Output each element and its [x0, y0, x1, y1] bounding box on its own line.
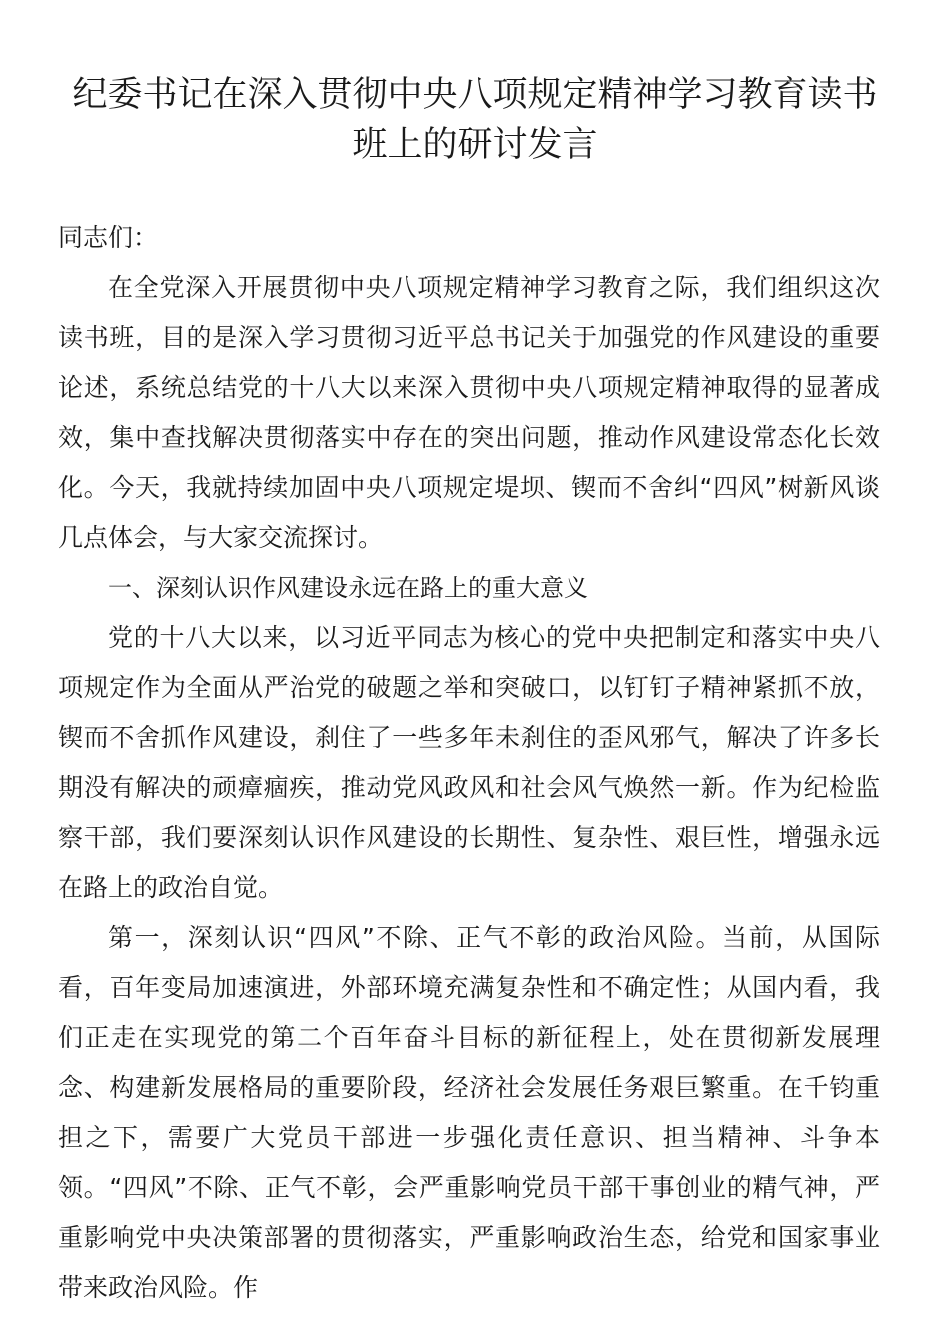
paragraph-section-1: 党的十八大以来，以习近平同志为核心的党中央把制定和落实中央八项规定作为全面从严治党的破题之举和突破口，以钉钉子精神紧抓不放，锲而不舍抓作风建设，刹住了一些多年未刹住的歪风邪气，解决了许多长期没有解决的顽瘴痼疾，推动党风政风和社会风气焕然一新。作为纪检监察干部，我们要深刻认识作风建设的长期性、复杂性、艰巨性，增强永远在路上的政治自觉。: [58, 623, 880, 902]
document-body: [58, 213, 880, 1313]
salutation: 同志们：: [58, 223, 159, 252]
section-heading-1: 一、深刻认识作风建设永远在路上的重大意义: [108, 574, 588, 602]
paragraph-point-1: 第一，深刻认识“四风”不除、正气不彰的政治风险。当前，从国际看，百年变局加速演进，外部环境充满复杂性和不确定性；从国内看，我们正走在实现党的第二个百年奋斗目标的新征程上，处在贯彻新发展理念、构建新发展格局的重要阶段，经济社会发展任务艰巨繁重。在千钧重担之下，需要广大党员干部进一步强化责任意识、担当精神、斗争本领。“四风”不除、正气不彰，会严重影响党员干部干事创业的精气神，严重影响党中央决策部署的贯彻落实，严重影响政治生态，给党和国家事业带来政治风险。作: [58, 923, 880, 1302]
paragraph-intro: 在全党深入开展贯彻中央八项规定精神学习教育之际，我们组织这次读书班，目的是深入学习贯彻习近平总书记关于加强党的作风建设的重要论述，系统总结党的十八大以来深入贯彻中央八项规定精神取得的显著成效，集中查找解决贯彻落实中存在的突出问题，推动作风建设常态化长效化。今天，我就持续加固中央八项规定堤坝、锲而不舍纠“四风”树新风谈几点体会，与大家交流探讨。: [58, 273, 880, 552]
document-title: 纪委书记在深入贯彻中央八项规定精神学习教育读书班上的研讨发言: [72, 75, 878, 165]
